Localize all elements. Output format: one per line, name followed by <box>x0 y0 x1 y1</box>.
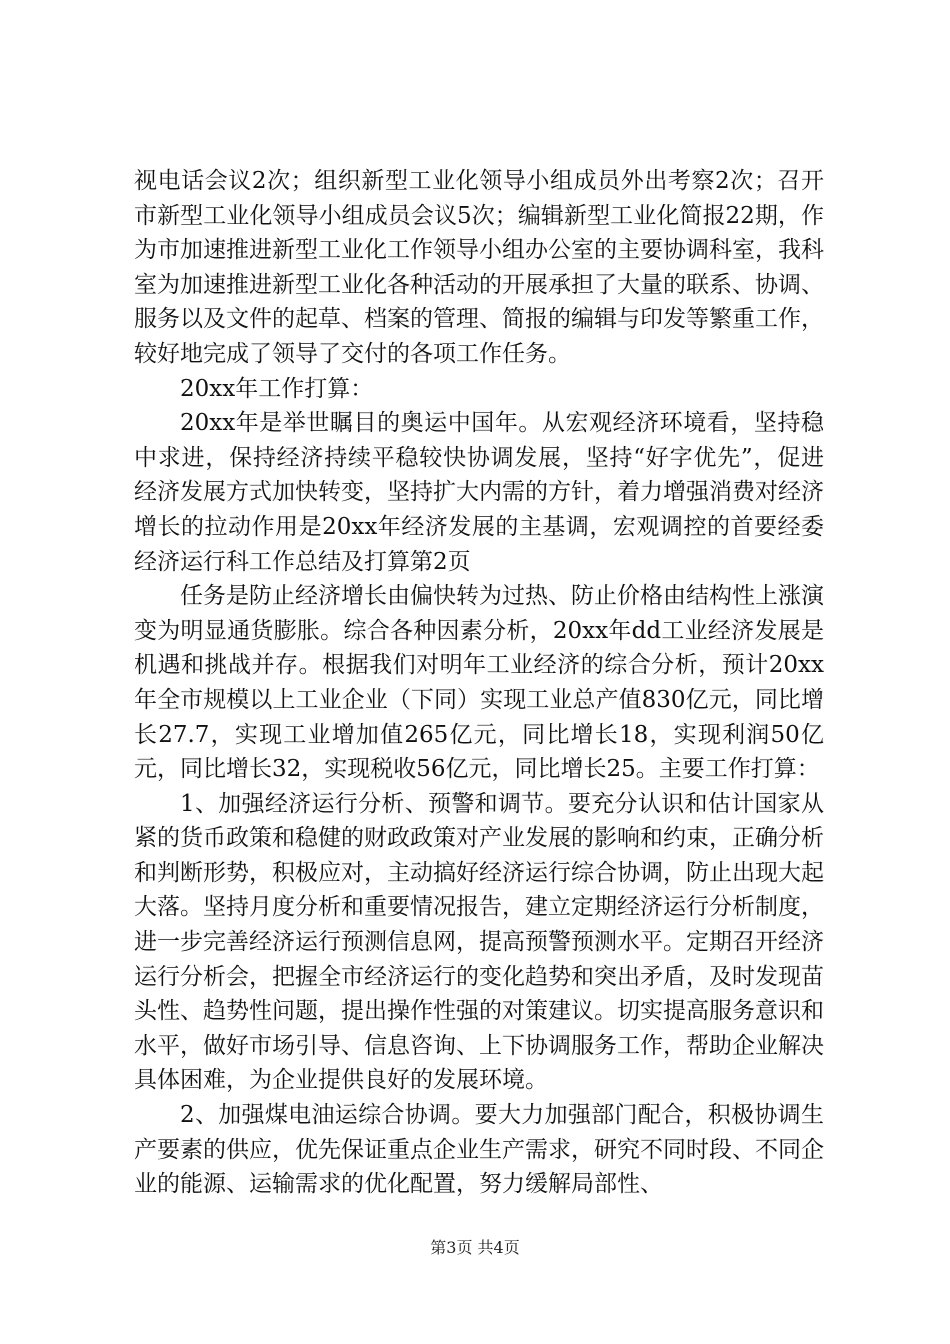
paragraph-targets: 任务是防止经济增长由偏快转为过热、防止价格由结构性上涨演变为明显通货膨胀。综合各种因素分析，20xx年dd工业经济发展是机遇和挑战并存。根据我们对明年工业经济的综合分析，预计20xx年全市规模以上工业企业（下同）实现工业总产值830亿元，同比增长27.7，实现工业增加值265亿元，同比增长18，实现利润50亿元，同比增长32，实现税收56亿元，同比增长25。主要工作打算： <box>134 583 824 783</box>
paragraph-continuation: 视电话会议2次；组织新型工业化领导小组成员外出考察2次；召开市新型工业化领导小组成员会议5次；编辑新型工业化简报22期，作为市加速推进新型工业化工作领导小组办公室的主要协调科室，我科室为加速推进新型工业化各种活动的开展承担了大量的联系、协调、服务以及文件的起草、档案的管理、简报的编辑与印发等繁重工作，较好地完成了领导了交付的各项工作任务。 <box>134 168 824 367</box>
document-body <box>134 164 824 1202</box>
section-heading: 20xx年工作打算： <box>180 375 374 402</box>
paragraph-item-2: 2、加强煤电油运综合协调。要大力加强部门配合，积极协调生产要素的供应，优先保证重点企业生产需求，研究不同时段、不同企业的能源、运输需求的优化配置，努力缓解局部性、 <box>134 1102 824 1198</box>
paragraph-outlook: 20xx年是举世瞩目的奥运中国年。从宏观经济环境看，坚持稳中求进，保持经济持续平稳较快协调发展，坚持“好字优先”，促进经济发展方式加快转变，坚持扩大内需的方针，着力增强消费对经济增长的拉动作用是20xx年经济发展的主基调，宏观调控的首要经委经济运行科工作总结及打算第2页 <box>134 410 824 575</box>
page-footer: 第3页 共4页 <box>430 1238 520 1257</box>
paragraph-item-1: 1、加强经济运行分析、预警和调节。要充分认识和估计国家从紧的货币政策和稳健的财政政策对产业发展的影响和约束，正确分析和判断形势，积极应对，主动搞好经济运行综合协调，防止出现大起大落。坚持月度分析和重要情况报告，建立定期经济运行分析制度，进一步完善经济运行预测信息网，提高预警预测水平。定期召开经济运行分析会，把握全市经济运行的变化趋势和突出矛盾，及时发现苗头性、趋势性问题，提出操作性强的对策建议。切实提高服务意识和水平，做好市场引导、信息咨询、上下协调服务工作，帮助企业解决具体困难，为企业提供良好的发展环境。 <box>134 790 824 1094</box>
